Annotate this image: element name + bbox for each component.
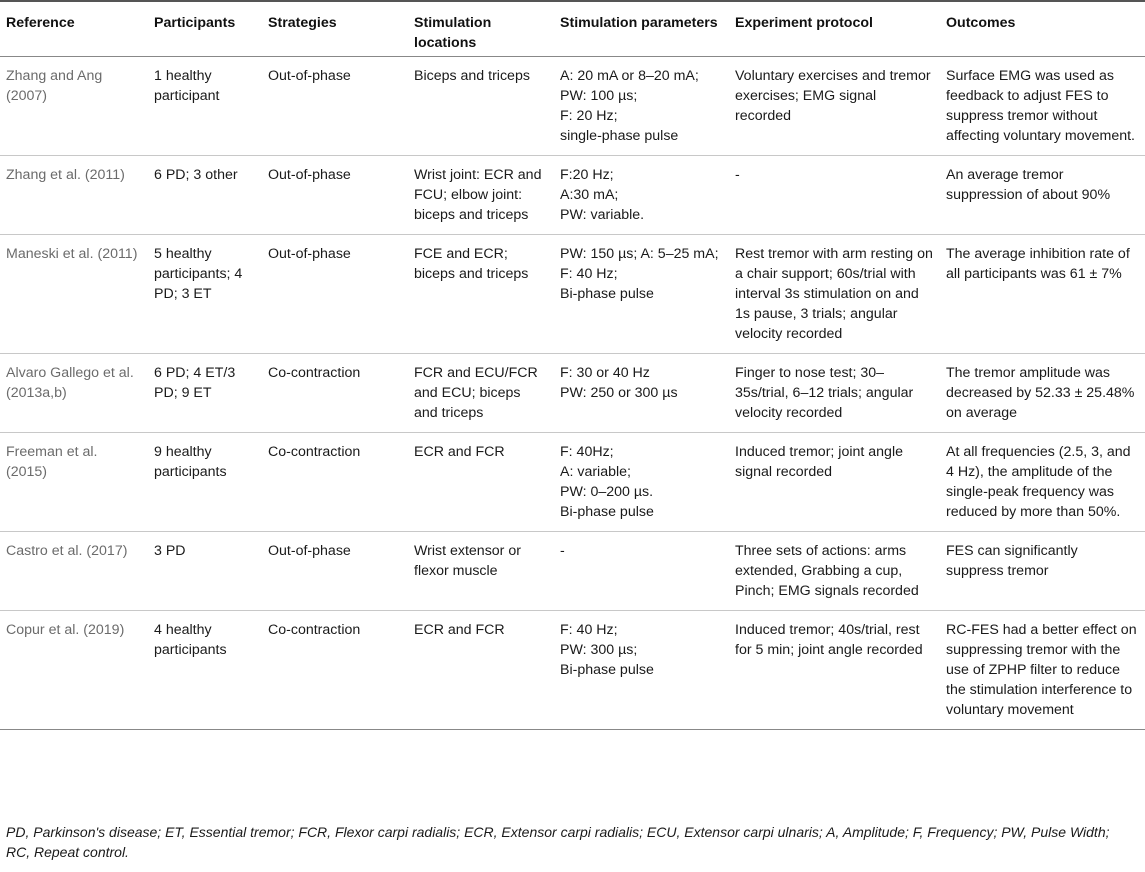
cell-protocol: Voluntary exercises and tremor exercises; EMG signal recorded [735, 67, 931, 124]
cell-strategies: Out-of-phase [268, 67, 351, 84]
table-body [0, 56, 1145, 729]
table-row [0, 353, 1145, 432]
parameter-line: F: 40 Hz; [560, 265, 618, 282]
cell-locations: FCE and ECR; biceps and triceps [414, 245, 529, 282]
cell-strategies: Out-of-phase [268, 245, 351, 262]
table-row [0, 432, 1145, 531]
header-participants: Participants [154, 15, 236, 31]
parameter-line: F: 40Hz; [560, 443, 614, 460]
parameter-line: PW: 250 or 300 µs [560, 384, 678, 401]
cell-reference: Copur et al. (2019) [6, 621, 125, 638]
parameter-line: Bi-phase pulse [560, 503, 654, 520]
cell-reference: Zhang and Ang (2007) [6, 67, 103, 104]
parameter-line: PW: 100 µs; [560, 87, 638, 104]
cell-outcomes: Surface EMG was used as feedback to adjust FES to suppress tremor without affecting voluntary movement. [946, 67, 1136, 144]
parameter-line: Bi-phase pulse [560, 285, 654, 302]
cell-participants: 6 PD; 3 other [154, 166, 238, 183]
parameter-line: single-phase pulse [560, 127, 679, 144]
cell-participants: 6 PD; 4 ET/3 PD; 9 ET [154, 364, 236, 401]
cell-protocol: Rest tremor with arm resting on a chair support; 60s/trial with interval 3s stimulation on and 1s pause, 3 trials; angular velocity recorded [735, 245, 933, 342]
cell-outcomes: RC-FES had a better effect on suppressing tremor with the use of ZPHP filter to reduce the stimulation interference to voluntary movement [946, 621, 1137, 718]
header-strategies: Strategies [268, 15, 337, 31]
cell-participants: 3 PD [154, 542, 186, 559]
cell-locations: Wrist extensor or flexor muscle [414, 542, 521, 579]
cell-reference: Maneski et al. (2011) [6, 245, 138, 262]
cell-parameters [554, 610, 729, 729]
header-experiment-protocol: Experiment protocol [735, 15, 873, 31]
cell-strategies: Co-contraction [268, 621, 361, 638]
table-footnote: PD, Parkinson's disease; ET, Essential tremor; FCR, Flexor carpi radialis; ECR, Extensor carpi radialis; ECU, Extensor carpi ulnaris; A, Amplitude; F, Frequency; PW, Pulse Width; RC, Repeat control. [6, 824, 1110, 860]
cell-strategies: Co-contraction [268, 443, 361, 460]
cell-participants: 4 healthy participants [154, 621, 227, 658]
parameter-line: F:20 Hz; [560, 166, 614, 183]
parameter-line: PW: 0–200 µs. [560, 483, 654, 500]
cell-outcomes: At all frequencies (2.5, 3, and 4 Hz), the amplitude of the single-peak frequency was reduced by more than 50%. [946, 443, 1131, 520]
header-reference: Reference [6, 15, 75, 31]
cell-participants: 1 healthy participant [154, 67, 220, 104]
cell-parameters [554, 56, 729, 155]
table-row [0, 531, 1145, 610]
parameter-line: F: 30 or 40 Hz [560, 364, 650, 381]
cell-reference: Alvaro Gallego et al. (2013a,b) [6, 364, 134, 401]
table-header [0, 1, 1145, 56]
header-outcomes: Outcomes [946, 15, 1016, 31]
header-row [0, 1, 1145, 56]
cell-locations: ECR and FCR [414, 621, 505, 638]
table-row [0, 234, 1145, 353]
cell-reference: Castro et al. (2017) [6, 542, 128, 559]
parameter-line: F: 20 Hz; [560, 107, 618, 124]
cell-locations: FCR and ECU/FCR and ECU; biceps and triceps [414, 364, 538, 421]
cell-outcomes: The average inhibition rate of all participants was 61 ± 7% [946, 245, 1130, 282]
cell-locations: Biceps and triceps [414, 67, 530, 84]
parameter-line: PW: 150 µs; A: 5–25 mA; [560, 245, 719, 262]
parameter-line: A:30 mA; [560, 186, 619, 203]
cell-strategies: Co-contraction [268, 364, 361, 381]
cell-protocol: Finger to nose test; 30–35s/trial, 6–12 trials; angular velocity recorded [735, 364, 914, 421]
cell-participants: 9 healthy participants [154, 443, 227, 480]
parameter-line: F: 40 Hz; [560, 621, 618, 638]
cell-parameters [554, 531, 729, 610]
cell-locations: Wrist joint: ECR and FCU; elbow joint: biceps and triceps [414, 166, 542, 223]
parameter-line: PW: variable. [560, 206, 645, 223]
cell-protocol: Induced tremor; joint angle signal recorded [735, 443, 903, 480]
cell-outcomes: The tremor amplitude was decreased by 52.33 ± 25.48% on average [946, 364, 1135, 421]
cell-parameters [554, 234, 729, 353]
cell-protocol: Induced tremor; 40s/trial, rest for 5 min; joint angle recorded [735, 621, 923, 658]
cell-outcomes: An average tremor suppression of about 90% [946, 166, 1111, 203]
cell-reference: Zhang et al. (2011) [6, 166, 125, 183]
parameter-line: Bi-phase pulse [560, 661, 654, 678]
header-stimulation-parameters: Stimulation parameters [560, 15, 718, 31]
header-stimulation-locations: Stimulation locations [414, 15, 492, 51]
parameter-line: - [560, 542, 565, 559]
parameter-line: PW: 300 µs; [560, 641, 638, 658]
cell-strategies: Out-of-phase [268, 166, 351, 183]
cell-protocol: - [735, 166, 740, 183]
cell-protocol: Three sets of actions: arms extended, Grabbing a cup, Pinch; EMG signals recorded [735, 542, 919, 599]
parameter-line: A: variable; [560, 463, 631, 480]
cell-parameters [554, 155, 729, 234]
cell-outcomes: FES can significantly suppress tremor [946, 542, 1078, 579]
parameter-line: A: 20 mA or 8–20 mA; [560, 67, 699, 84]
cell-reference: Freeman et al. (2015) [6, 443, 98, 480]
cell-strategies: Out-of-phase [268, 542, 351, 559]
cell-participants: 5 healthy participants; 4 PD; 3 ET [154, 245, 243, 302]
table-row [0, 56, 1145, 155]
cell-locations: ECR and FCR [414, 443, 505, 460]
table-row [0, 155, 1145, 234]
table-row [0, 610, 1145, 729]
cell-parameters [554, 432, 729, 531]
cell-parameters [554, 353, 729, 432]
